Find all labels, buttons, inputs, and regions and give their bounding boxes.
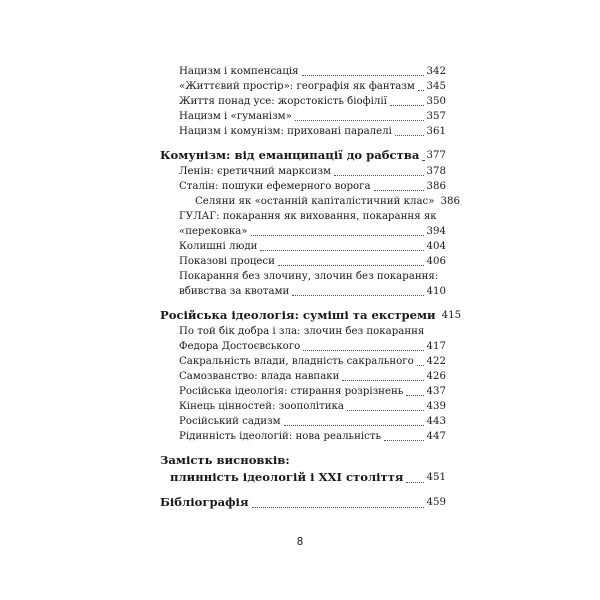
toc-entry[interactable]: [160, 239, 446, 254]
toc-entry-page: 350: [426, 96, 446, 107]
toc-entry-title: Нацизм і комунізм: приховані паралелі: [179, 126, 392, 137]
table-of-contents: [160, 64, 462, 511]
toc-chapter[interactable]: [160, 469, 446, 486]
toc-entry-line1[interactable]: Покарання без злочину, злочин без покарання:: [179, 271, 439, 282]
toc-entry-title: Показові процеси: [179, 256, 275, 267]
toc-subentry[interactable]: [160, 194, 460, 209]
toc-entry-page: 345: [426, 81, 446, 92]
toc-entry-title: Селяни як «останній капіталістичний клас»: [195, 196, 435, 207]
toc-entry-page: 404: [426, 241, 446, 252]
toc-chapter-page: 459: [426, 497, 446, 508]
toc-entry-page: 417: [426, 341, 446, 352]
toc-entry-title: «перековка»: [179, 226, 248, 237]
toc-chapter-page: 415: [441, 310, 462, 321]
toc-entry-line1[interactable]: ГУЛАГ: покарання як виховання, покарання як: [179, 211, 437, 222]
toc-entry-title: Нацизм і «гуманізм»: [179, 111, 292, 122]
toc-entry-line1[interactable]: По той бік добра і зла: злочин без покарання: [179, 326, 425, 337]
toc-entry[interactable]: [160, 369, 446, 384]
toc-entry-page: 437: [426, 386, 446, 397]
toc-entry-page: 361: [426, 126, 446, 137]
toc-entry[interactable]: [160, 94, 446, 109]
toc-entry[interactable]: [160, 124, 446, 139]
toc-chapter[interactable]: [160, 147, 446, 164]
toc-entry-page: 394: [426, 226, 446, 237]
toc-entry-title: Колишні люди: [179, 241, 258, 252]
toc-entry-page: 422: [426, 356, 446, 367]
toc-entry[interactable]: [160, 399, 446, 414]
toc-entry[interactable]: [160, 354, 446, 369]
toc-entry-title: Нацизм і компенсація: [179, 66, 299, 77]
toc-chapter-line1[interactable]: Замість висновків:: [160, 453, 290, 467]
toc-entry[interactable]: [160, 224, 446, 239]
toc-entry-title: Федора Достоєвського: [179, 341, 301, 352]
toc-entry-title: Сакральність влади, владність сакрального: [179, 356, 414, 367]
toc-entry[interactable]: [160, 339, 446, 354]
toc-entry-title: Сталін: пошуки ефемерного ворога: [179, 181, 371, 192]
toc-entry-title: Російський садизм: [179, 416, 281, 427]
toc-chapter[interactable]: [160, 494, 446, 511]
toc-entry-page: 357: [426, 111, 446, 122]
toc-entry[interactable]: [160, 429, 446, 444]
toc-entry-title: «Життєвий простір»: географія як фантазм: [179, 81, 415, 92]
toc-entry[interactable]: [160, 384, 446, 399]
toc-chapter-title: плинність ідеологій і XXI століття: [170, 470, 404, 484]
toc-entry-page: 386: [440, 196, 460, 207]
toc-entry-title: Російська ідеологія: стирання розрізнень: [179, 386, 404, 397]
toc-entry-page: 386: [426, 181, 446, 192]
toc-chapter-title: Російська ідеологія: суміші та екстреми: [160, 308, 436, 322]
toc-entry[interactable]: [160, 109, 446, 124]
toc-entry-title: Життя понад усе: жорстокість біофілії: [179, 96, 387, 107]
toc-entry-page: 447: [426, 431, 446, 442]
toc-entry[interactable]: [160, 164, 446, 179]
toc-entry-page: 410: [426, 286, 446, 297]
toc-entry[interactable]: [160, 79, 446, 94]
toc-entry-page: 342: [426, 66, 446, 77]
toc-entry-title: вбивства за квотами: [179, 286, 290, 297]
toc-entry-page: 443: [426, 416, 446, 427]
toc-entry-title: Самозванство: влада навпаки: [179, 371, 340, 382]
toc-entry-page: 426: [426, 371, 446, 382]
toc-chapter-page: 451: [426, 472, 446, 483]
toc-entry-page: 406: [426, 256, 446, 267]
toc-entry[interactable]: [160, 179, 446, 194]
toc-entry-title: Рідинність ідеологій: нова реальність: [179, 431, 382, 442]
toc-entry[interactable]: [160, 414, 446, 429]
toc-chapter-title: Комунізм: від еманципації до рабства: [160, 148, 420, 162]
toc-entry-page: 378: [426, 166, 446, 177]
toc-entry[interactable]: [160, 254, 446, 269]
toc-entry-title: Ленін: єретичний марксизм: [179, 166, 331, 177]
toc-entry-page: 439: [426, 401, 446, 412]
toc-entry[interactable]: [160, 284, 446, 299]
toc-chapter[interactable]: [160, 307, 462, 324]
toc-chapter-page: 377: [426, 150, 446, 161]
toc-entry[interactable]: [160, 64, 446, 79]
page-number: 8: [296, 536, 304, 548]
toc-chapter-title: Бібліографія: [160, 495, 249, 509]
toc-entry-title: Кінець цінностей: зоополітика: [179, 401, 344, 412]
